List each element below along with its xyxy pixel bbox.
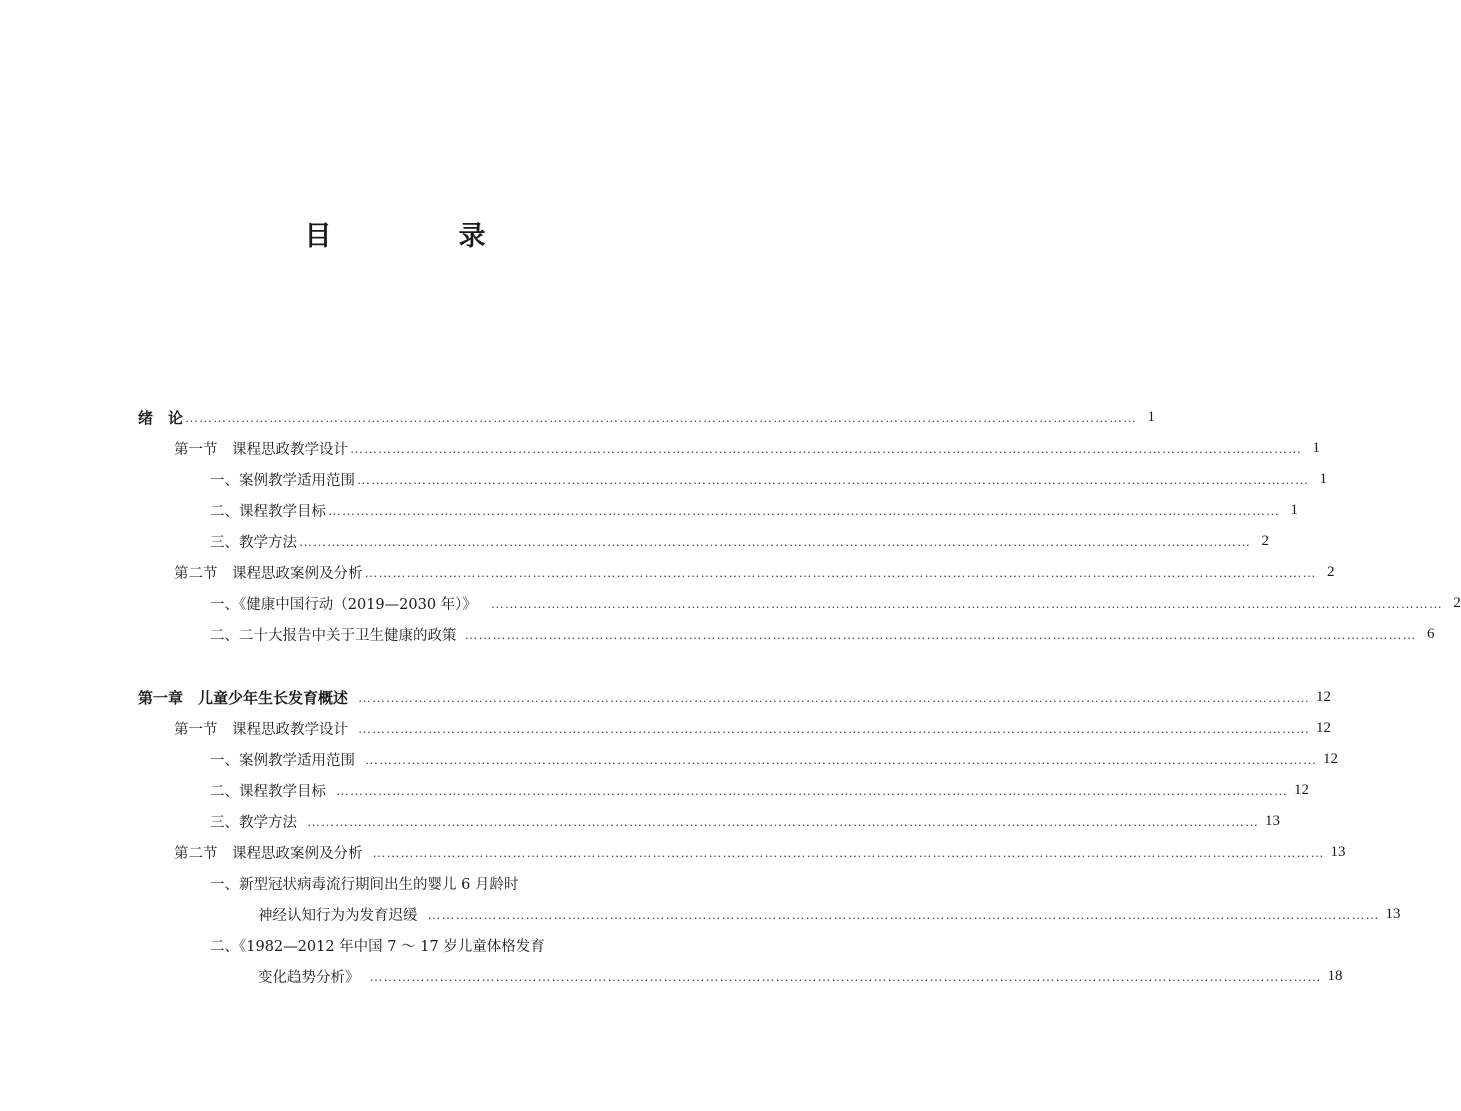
toc-entry-page: 1	[1290, 502, 1298, 518]
leader-dots: ……………………………………………………………………………………………………………………………………………………………………………………	[464, 626, 1417, 642]
leader-dots: ……………………………………………………………………………………………………………………………………………………………………………………	[328, 502, 1280, 518]
toc-entry-page: 2	[1261, 533, 1269, 549]
toc-entry-label: 第一节 课程思政教学设计	[174, 442, 348, 458]
toc-entry-subsection[interactable]	[210, 526, 1269, 557]
toc-entry-label: 一、案例教学适用范围	[210, 753, 355, 769]
toc-entry-page: 12	[1323, 751, 1338, 767]
toc-entry-label: 三、教学方法	[210, 535, 297, 551]
toc-entry-introduction[interactable]	[138, 402, 1156, 433]
toc-entry-label: 第二节 课程思政案例及分析	[174, 846, 363, 862]
leader-dots: ……………………………………………………………………………………………………………………………………………………………………………………	[372, 844, 1325, 860]
toc-entry-section[interactable]	[174, 713, 1331, 744]
toc-entry-subsection[interactable]	[258, 961, 1343, 992]
leader-dots: ……………………………………………………………………………………………………………………………………………………………………………………	[350, 440, 1302, 456]
toc-entry-label: 一、《健康中国行动（2019—2030 年）》	[210, 597, 477, 613]
toc-entry-label-line1: 二、《1982—2012 年中国 7 ～ 17 岁儿童体格发育	[210, 939, 545, 955]
toc-entry-subsection[interactable]	[258, 899, 1401, 930]
toc-entry-section[interactable]	[174, 433, 1320, 464]
toc-entry-subsection[interactable]	[210, 806, 1280, 837]
toc-entry-page: 2	[1327, 564, 1335, 580]
leader-dots: ……………………………………………………………………………………………………………………………………………………………………………………	[427, 906, 1380, 922]
leader-dots: ……………………………………………………………………………………………………………………………………………………………………………………	[185, 409, 1138, 425]
toc-entry-subsection[interactable]	[210, 495, 1298, 526]
leader-dots: ……………………………………………………………………………………………………………………………………………………………………………………	[357, 471, 1309, 487]
toc-entry-label: 三、教学方法	[210, 815, 297, 831]
toc-entry-section[interactable]	[174, 557, 1335, 588]
toc-entry-subsection[interactable]	[210, 744, 1338, 775]
toc-entry-label-line1: 一、新型冠状病毒流行期间出生的婴儿 6 月龄时	[210, 877, 519, 893]
leader-dots: ……………………………………………………………………………………………………………………………………………………………………………………	[369, 968, 1322, 984]
leader-dots: ……………………………………………………………………………………………………………………………………………………………………………………	[358, 720, 1310, 736]
toc-entry-page: 1	[1319, 471, 1327, 487]
toc-entry-page: 12	[1316, 689, 1332, 705]
leader-dots: ……………………………………………………………………………………………………………………………………………………………………………………	[365, 751, 1317, 767]
toc-entry-page: 2	[1453, 595, 1461, 611]
leader-dots: ……………………………………………………………………………………………………………………………………………………………………………………	[336, 782, 1288, 798]
toc-entry-page: 6	[1427, 626, 1435, 642]
toc-entry-subsection[interactable]	[210, 588, 1461, 619]
toc-entry-page: 13	[1385, 906, 1401, 922]
toc-entry-page: 12	[1316, 720, 1331, 736]
toc-entry-subsection[interactable]	[210, 464, 1327, 495]
leader-dots: ……………………………………………………………………………………………………………………………………………………………………………………	[364, 564, 1317, 580]
toc-entry-subsection[interactable]	[210, 619, 1435, 650]
toc-entry-label: 二、课程教学目标	[210, 784, 326, 800]
leader-dots: ……………………………………………………………………………………………………………………………………………………………………………………	[358, 689, 1311, 705]
toc-entry-page: 13	[1330, 844, 1346, 860]
toc-entry-page: 13	[1265, 813, 1280, 829]
toc-entry-label: 变化趋势分析》	[258, 970, 360, 986]
leader-dots: ……………………………………………………………………………………………………………………………………………………………………………………	[307, 813, 1259, 829]
toc-entry-page: 12	[1294, 782, 1309, 798]
toc-entry-label: 绪 论	[138, 409, 184, 427]
toc-entry-page: 18	[1327, 968, 1343, 984]
toc-entry-label: 一、案例教学适用范围	[210, 473, 355, 489]
toc-entry-subsection[interactable]	[210, 775, 1309, 806]
leader-dots: ……………………………………………………………………………………………………………………………………………………………………………………	[299, 533, 1251, 549]
toc-entry-page: 1	[1312, 440, 1320, 456]
toc-entry-label: 二、二十大报告中关于卫生健康的政策	[210, 628, 457, 644]
toc-entry-label: 二、课程教学目标	[210, 504, 326, 520]
toc-entry-section[interactable]	[174, 837, 1346, 868]
toc-entry-chapter-1[interactable]	[138, 682, 1332, 713]
page-title: 目 录	[304, 221, 536, 252]
toc-entry-label: 神经认知行为为发育迟缓	[258, 908, 418, 924]
toc-entry-label: 第一章 儿童少年生长发育概述	[138, 689, 349, 707]
toc-entry-label: 第二节 课程思政案例及分析	[174, 566, 363, 582]
toc-entry-label: 第一节 课程思政教学设计	[174, 722, 348, 738]
toc-entry-page: 1	[1147, 409, 1156, 425]
leader-dots: ……………………………………………………………………………………………………………………………………………………………………………………	[490, 595, 1443, 611]
